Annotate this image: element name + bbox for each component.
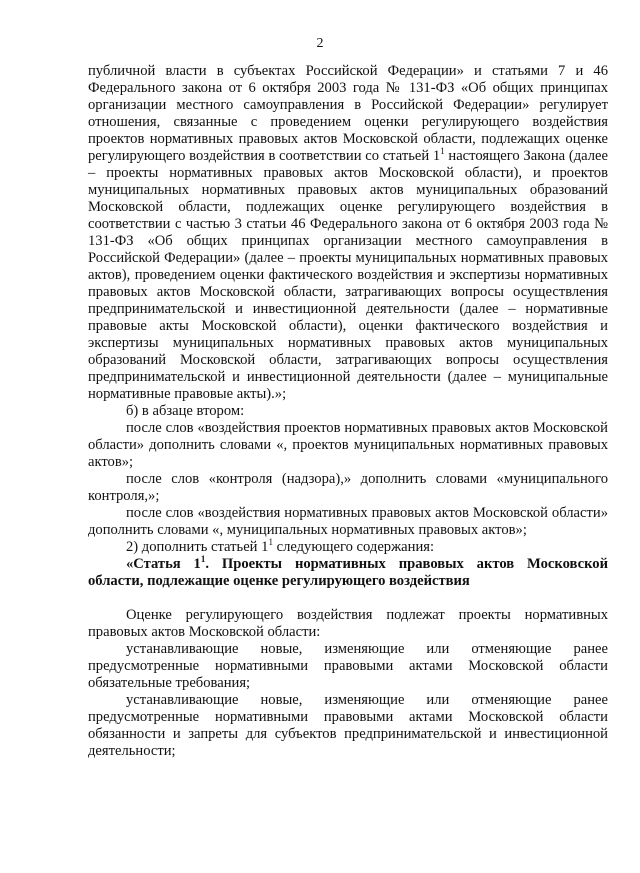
paragraph-list-item-2: устанавливающие новые, изменяющие или отменяющие ранее предусмотренные нормативными правовыми актами Московской области обязанности и запреты для субъектов предпринимательской и инвестиционной деятельности; — [88, 692, 608, 759]
paragraph-intro-tail: настоящего Закона (далее – проекты нормативных правовых актов Московской области), и проектов муниципальных нормативных правовых актов муниципальных образований Московской области, подлежащих оценке регулирующего воздействия в соответствии с частью 3 статьи 46 Федерального закона от 6 октября 2003 года № 131-ФЗ «Об общих принципах организации местного самоуправления в Российской Федерации» (далее – проекты муниципальных нормативных правовых актов), проведением оценки фактического воздействия и экспертизы нормативных правовых актов Московской области, затрагивающих вопросы осуществления предпринимательской и инвестиционной деятельности (далее – нормативные правовые акты Московской области), оценки фактического воздействия и экспертизы муниципальных нормативных правовых актов муниципальных образований Московской области, затрагивающих вопросы осуществления предпринимательской и инвестиционной деятельности (далее – муниципальные нормативные правовые акты).»; — [88, 148, 608, 402]
paragraph-amendment-2: после слов «контроля (надзора),» дополнить словами «муниципального контроля,»; — [88, 471, 608, 504]
spacer — [88, 590, 608, 607]
paragraph-intro-text: публичной власти в субъектах Российской Федерации» и статьями 7 и 46 Федерального закона от 6 октября 2003 года № 131-ФЗ «Об общих принципах организации местного самоуправления в Российской Федерации» регулирует отношения, связанные с проведением оценки регулирующего воздействия проектов нормативных правовых актов Московской области, подлежащих оценке регулирующего воздействия в соответствии со статьей 1 — [88, 63, 608, 164]
article-heading-tail: . Проекты нормативных правовых актов Московской области, подлежащие оценке регулирующего воздействия — [88, 556, 609, 589]
paragraph-amendment-1: после слов «воздействия проектов нормативных правовых актов Московской области» дополнить словами «, проектов муниципальных нормативных правовых актов»; — [88, 420, 608, 470]
paragraph-article-body: Оценке регулирующего воздействия подлежат проекты нормативных правовых актов Московской области: — [88, 607, 608, 640]
page-number: 2 — [316, 36, 324, 51]
document-body — [88, 63, 608, 760]
paragraph-subpoint-b: б) в абзаце втором: — [126, 403, 245, 419]
article-heading — [88, 556, 608, 590]
paragraph-point-2-text: 2) дополнить статьей 1 — [126, 539, 269, 555]
superscript: 1 — [268, 537, 273, 548]
superscript: 1 — [200, 554, 206, 565]
paragraph-amendment-3: после слов «воздействия нормативных правовых актов Московской области» дополнить словами «, муниципальных нормативных правовых актов»; — [88, 505, 608, 538]
paragraph-point-2 — [88, 539, 608, 556]
paragraph-point-2-tail: следующего содержания: — [272, 539, 435, 555]
article-heading-text: «Статья 1 — [126, 556, 201, 572]
paragraph-list-item-1: устанавливающие новые, изменяющие или отменяющие ранее предусмотренные нормативными правовыми актами Московской области обязательные требования; — [88, 641, 608, 691]
paragraph-intro — [88, 63, 608, 403]
superscript: 1 — [440, 146, 445, 157]
